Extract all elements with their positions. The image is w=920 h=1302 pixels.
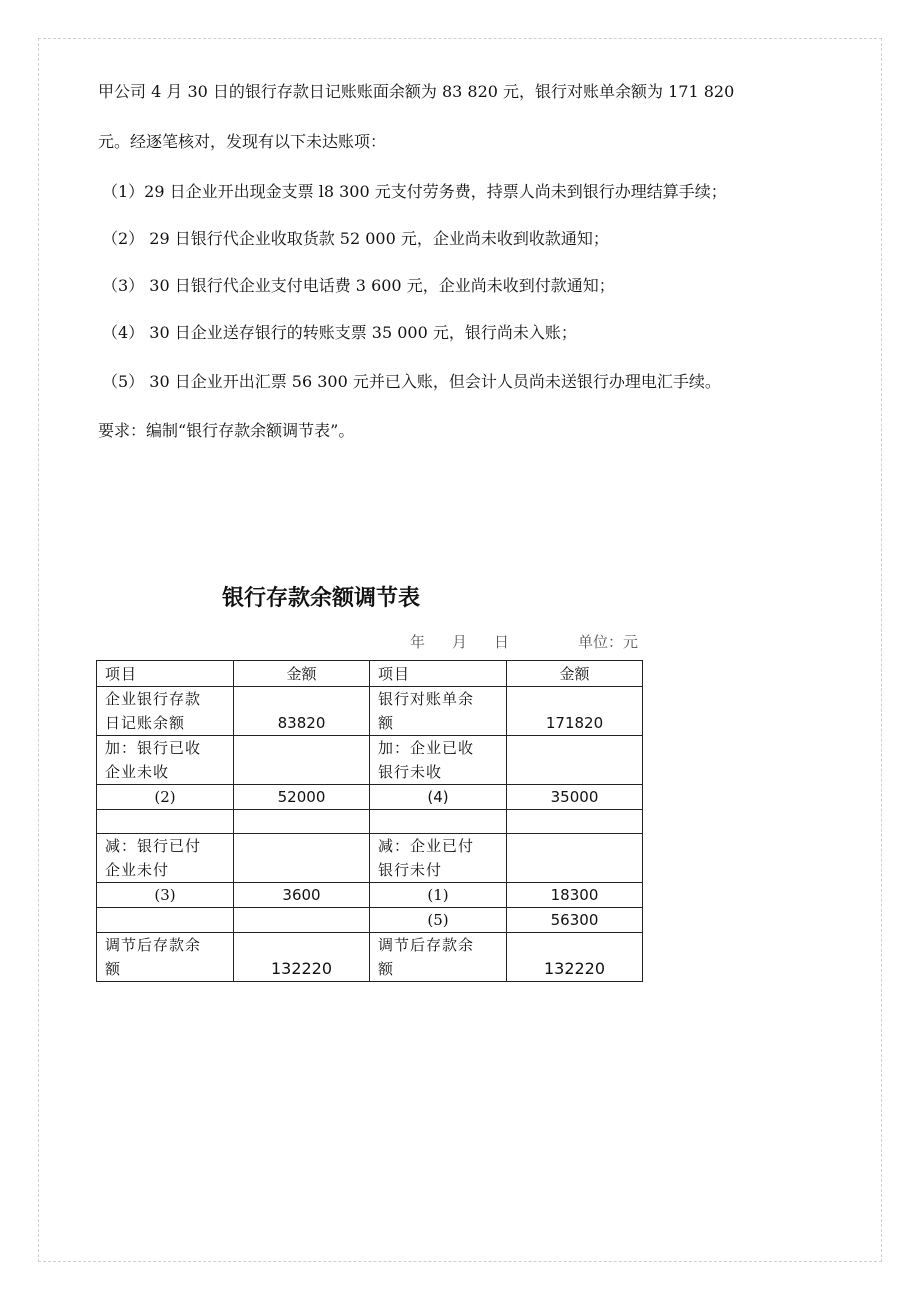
table-row [97, 908, 643, 933]
adjusted-balance-amount-right: 132220 [507, 933, 643, 982]
less-company-paid-amount [507, 834, 643, 883]
requirement: 要求：编制“银行存款余额调节表”。 [98, 421, 355, 440]
header-amount-left: 金额 [234, 661, 370, 687]
blank-cell [234, 810, 370, 834]
less-amount-right-1: 18300 [507, 883, 643, 908]
blank-cell [97, 908, 234, 933]
blank-cell [234, 908, 370, 933]
less-amount-right-2: 56300 [507, 908, 643, 933]
item-1: （1）29 日企业开出现金支票 l8 300 元支付劳务费，持票人尚未到银行办理结算手续； [102, 182, 727, 201]
book-balance-label: 企业银行存款 日记账余额 [97, 687, 234, 736]
unit-label: 单位：元 [578, 633, 639, 651]
add-amount-left: 52000 [234, 785, 370, 810]
table-row [97, 933, 643, 982]
add-item-right: (4) [370, 785, 507, 810]
adjusted-balance-amount-left: 132220 [234, 933, 370, 982]
statement-balance-amount: 171820 [507, 687, 643, 736]
table-row [97, 785, 643, 810]
add-bank-received-amount [234, 736, 370, 785]
date-day: 日 [494, 633, 510, 651]
book-balance-amount: 83820 [234, 687, 370, 736]
add-bank-received-label: 加：银行已收 企业未收 [97, 736, 234, 785]
blank-cell [370, 810, 507, 834]
add-company-received-amount [507, 736, 643, 785]
table-title: 银行存款余额调节表 [222, 586, 421, 611]
less-amount-left: 3600 [234, 883, 370, 908]
problem-line-1: 甲公司 4 月 30 日的银行存款日记账账面余额为 83 820 元，银行对账单余额为 171 820 [98, 82, 735, 101]
less-bank-paid-label: 减：银行已付 企业未付 [97, 834, 234, 883]
blank-cell [507, 810, 643, 834]
statement-balance-label: 银行对账单余 额 [370, 687, 507, 736]
item-4: （4） 30 日企业送存银行的转账支票 35 000 元，银行尚未入账； [102, 323, 577, 342]
date-year: 年 [410, 633, 426, 651]
less-bank-paid-amount [234, 834, 370, 883]
blank-cell [97, 810, 234, 834]
less-company-paid-label: 减：企业已付 银行未付 [370, 834, 507, 883]
less-item-right-1: (1) [370, 883, 507, 908]
table-row [97, 810, 643, 834]
less-item-right-2: (5) [370, 908, 507, 933]
table-row [97, 834, 643, 883]
item-3: （3） 30 日银行代企业支付电话费 3 600 元，企业尚未收到付款通知； [102, 276, 615, 295]
adjusted-balance-label-right: 调节后存款余 额 [370, 933, 507, 982]
item-5: （5） 30 日企业开出汇票 56 300 元并已入账，但会计人员尚未送银行办理电汇手续。 [102, 372, 721, 391]
less-item-left: (3) [97, 883, 234, 908]
table-header-row [97, 661, 643, 687]
table-row [97, 883, 643, 908]
header-item-left: 项目 [97, 661, 234, 687]
date-month: 月 [452, 633, 468, 651]
table-row [97, 687, 643, 736]
item-2: （2） 29 日银行代企业收取货款 52 000 元，企业尚未收到收款通知； [102, 229, 609, 248]
add-company-received-label: 加：企业已收 银行未收 [370, 736, 507, 785]
problem-line-2: 元。经逐笔核对，发现有以下未达账项： [98, 132, 387, 151]
reconciliation-table [96, 660, 643, 982]
add-item-left: (2) [97, 785, 234, 810]
adjusted-balance-label-left: 调节后存款余 额 [97, 933, 234, 982]
table-row [97, 736, 643, 785]
add-amount-right: 35000 [507, 785, 643, 810]
header-item-right: 项目 [370, 661, 507, 687]
header-amount-right: 金额 [507, 661, 643, 687]
